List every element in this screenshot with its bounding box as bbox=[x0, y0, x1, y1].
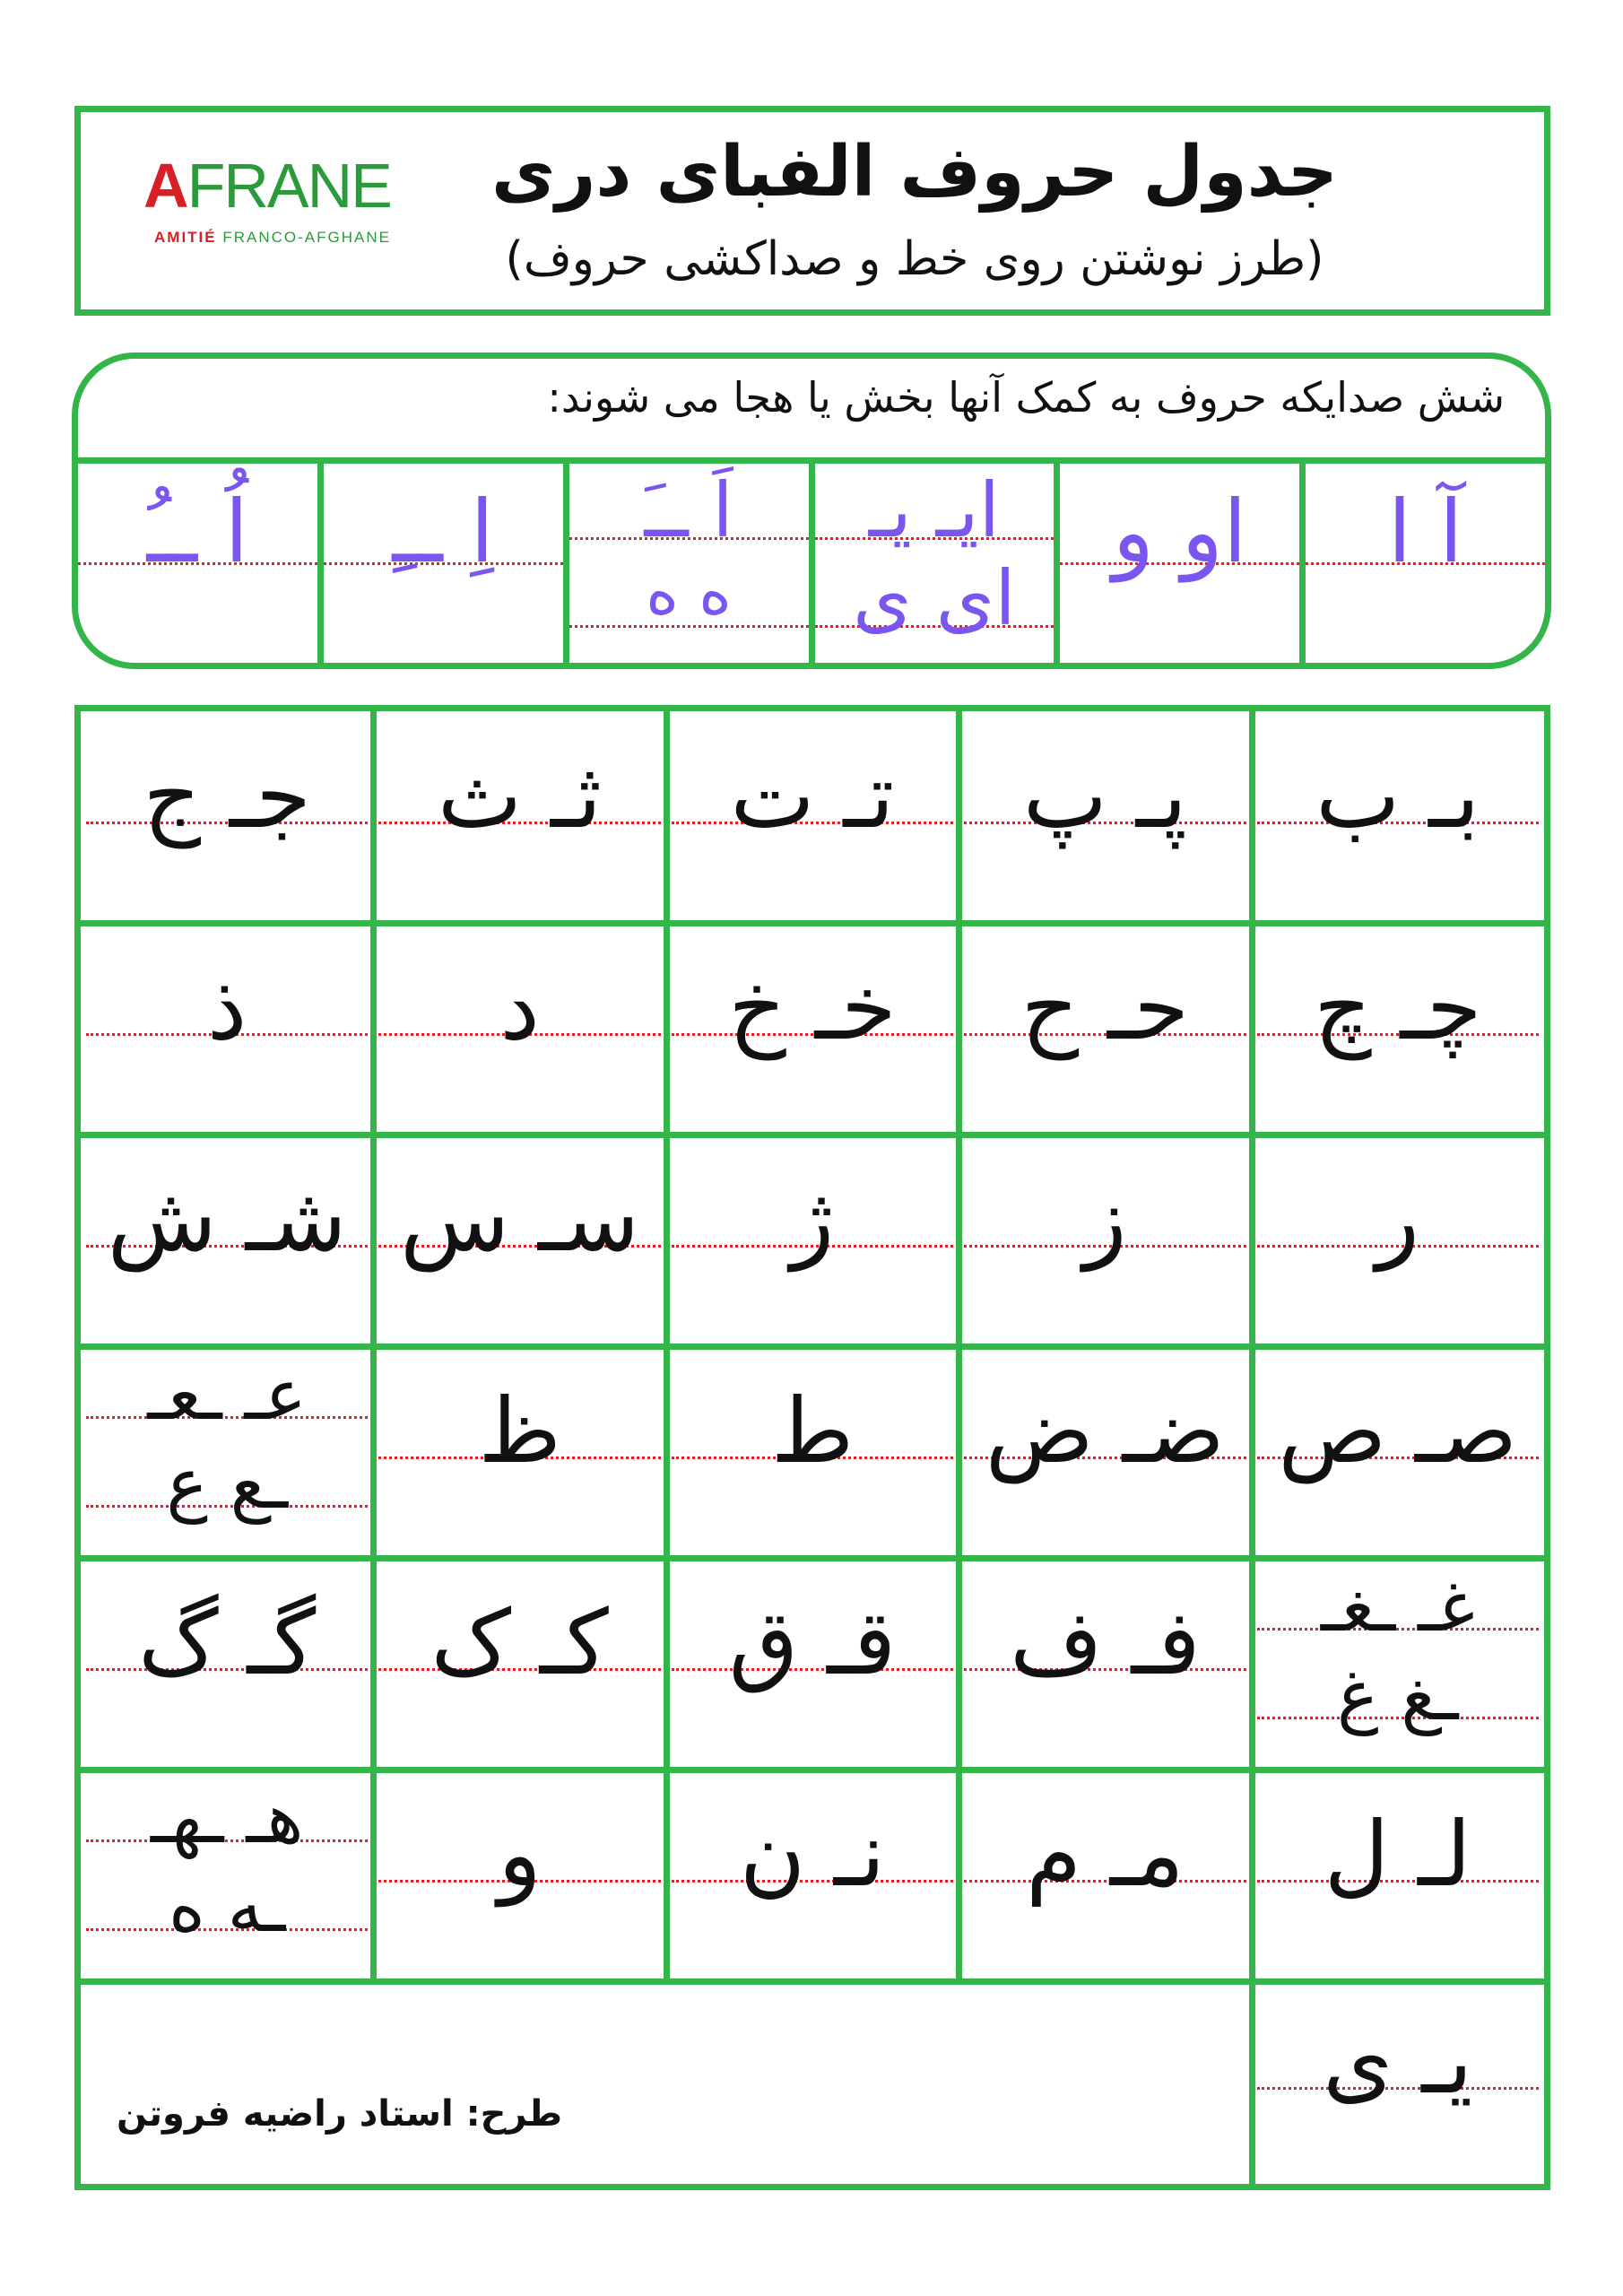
letter-cell bbox=[81, 1135, 373, 1346]
letter-forms: عـ ـعـ bbox=[147, 1354, 307, 1436]
letter-cell bbox=[959, 711, 1251, 923]
vowel-top: او و bbox=[1112, 482, 1247, 582]
page-title: جدول حروف الفبای دری bbox=[491, 132, 1338, 213]
vowel-bottom: ه ه bbox=[646, 555, 732, 629]
letter-forms: ذ bbox=[206, 954, 247, 1060]
letter-cell bbox=[1252, 1558, 1544, 1770]
letter-cell bbox=[666, 1346, 959, 1558]
letter-cell bbox=[959, 1558, 1251, 1770]
letter-forms: یـ ی bbox=[1323, 2008, 1473, 2114]
letter-forms: گـ گ bbox=[138, 1589, 317, 1695]
letter-forms: جـ ج bbox=[143, 743, 311, 848]
letter-forms: ـه ه bbox=[169, 1867, 286, 1948]
vowel-cell bbox=[1299, 464, 1545, 669]
letter-cell bbox=[959, 923, 1251, 1135]
letter-forms: سـ س bbox=[400, 1166, 640, 1272]
letter-cell bbox=[959, 1770, 1251, 1981]
letter-forms: قـ ق bbox=[728, 1589, 897, 1695]
letter-cell bbox=[1252, 1770, 1544, 1981]
letter-forms: و bbox=[498, 1801, 542, 1907]
letter-forms: هـ ـهـ bbox=[150, 1778, 304, 1859]
letter-forms: بـ ب bbox=[1315, 743, 1480, 848]
letter-cell bbox=[666, 1558, 959, 1770]
letter-forms: شـ ش bbox=[107, 1166, 347, 1272]
letter-forms: کـ ک bbox=[430, 1589, 609, 1695]
letter-forms: صـ ص bbox=[1278, 1378, 1518, 1483]
letter-cell bbox=[373, 711, 665, 923]
logo-tagline: AMITIÉ FRANCO-AFGHANE bbox=[154, 229, 391, 246]
letter-forms: چـ چ bbox=[1314, 954, 1482, 1060]
letter-forms: پـ پ bbox=[1022, 743, 1187, 848]
letter-cell bbox=[373, 1346, 665, 1558]
vowel-top: آ ا bbox=[1387, 482, 1463, 582]
vowel-cell bbox=[563, 464, 809, 669]
letter-cell bbox=[1252, 1135, 1544, 1346]
letter-cell bbox=[666, 1135, 959, 1346]
letter-forms: ر bbox=[1376, 1166, 1419, 1272]
letter-cell bbox=[959, 1135, 1251, 1346]
letter-forms: تـ ت bbox=[730, 743, 895, 848]
letter-cell bbox=[1252, 711, 1544, 923]
letter-forms: ژ bbox=[790, 1166, 835, 1272]
letter-cell bbox=[666, 923, 959, 1135]
letter-cell bbox=[959, 1346, 1251, 1558]
letter-cell bbox=[81, 1558, 373, 1770]
letter-cell bbox=[81, 923, 373, 1135]
vowels-note: شش صدایکه حروف به کمک آنها بخش یا هجا می شوند: bbox=[547, 373, 1505, 422]
vowel-top: اَ ــَ bbox=[644, 466, 733, 554]
letter-forms: نـ ن bbox=[739, 1801, 886, 1907]
letter-cell bbox=[81, 711, 373, 923]
vowel-cell bbox=[809, 464, 1055, 669]
letters-grid bbox=[74, 705, 1550, 2190]
letter-forms: خـ خ bbox=[728, 954, 897, 1060]
letter-forms: د bbox=[499, 954, 540, 1060]
letter-forms: ضـ ض bbox=[985, 1378, 1225, 1483]
letter-forms: ـغ غ bbox=[1336, 1656, 1459, 1736]
letter-forms: ـع ع bbox=[166, 1444, 289, 1525]
letter-cell bbox=[1252, 1346, 1544, 1558]
letter-cell bbox=[81, 1770, 373, 1981]
letter-cell bbox=[373, 1135, 665, 1346]
page-subtitle: (طرز نوشتن روی خط و صداکشی حروف) bbox=[505, 232, 1324, 286]
letter-forms: ثـ ث bbox=[438, 743, 603, 848]
letter-cell bbox=[666, 711, 959, 923]
vowels-row bbox=[78, 457, 1545, 669]
vowel-top: اِ ــِ bbox=[392, 482, 494, 582]
vowels-box bbox=[72, 352, 1551, 669]
letter-forms: حـ ح bbox=[1020, 954, 1190, 1060]
afrane-logo bbox=[117, 132, 391, 266]
letter-forms: مـ م bbox=[1026, 1801, 1185, 1907]
letter-forms: غـ ـغـ bbox=[1320, 1566, 1475, 1648]
letter-cell bbox=[1252, 1981, 1544, 2184]
letter-cell bbox=[1252, 923, 1544, 1135]
vowel-cell bbox=[78, 464, 317, 669]
letter-cell bbox=[666, 1770, 959, 1981]
letter-forms: لـ ل bbox=[1324, 1801, 1471, 1907]
letter-forms: ط bbox=[770, 1378, 855, 1483]
vowel-top: اُ ــُ bbox=[146, 482, 249, 582]
letter-cell bbox=[373, 923, 665, 1135]
vowel-top: ایـ یـ bbox=[868, 466, 1000, 554]
vowel-cell bbox=[317, 464, 563, 669]
letter-forms: فـ ف bbox=[1010, 1589, 1201, 1695]
letter-cell bbox=[81, 1346, 373, 1558]
letter-cell bbox=[373, 1770, 665, 1981]
vowel-bottom: ای ی bbox=[853, 554, 1016, 642]
designer-credit: طرح: استاد راضیه فروتن bbox=[117, 2093, 563, 2135]
letter-cell bbox=[373, 1558, 665, 1770]
letter-forms: ظ bbox=[478, 1378, 561, 1483]
vowel-cell bbox=[1054, 464, 1299, 669]
logo-wordmark: AFRANE bbox=[143, 151, 391, 221]
letter-forms: ز bbox=[1083, 1166, 1127, 1272]
header-box bbox=[74, 106, 1550, 316]
